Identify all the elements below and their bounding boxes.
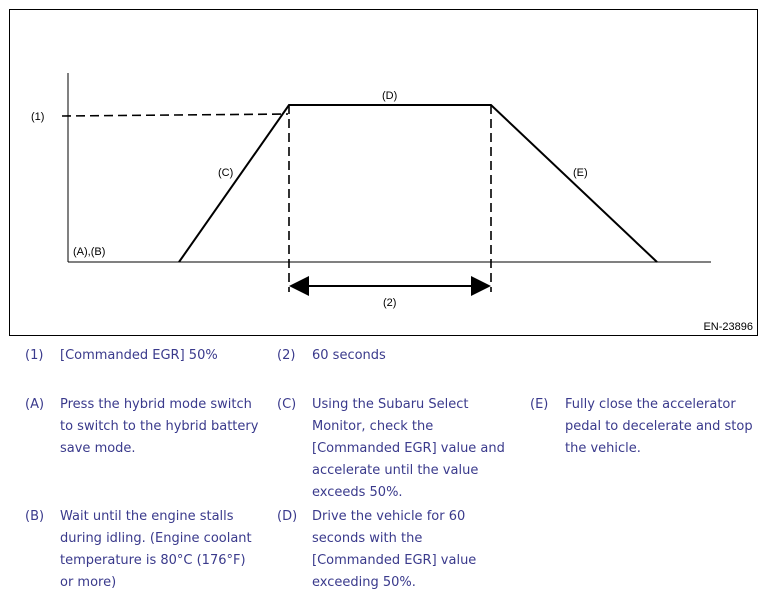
label-e: (E) [573, 167, 588, 179]
legend-key: (1) [25, 348, 44, 363]
figure-code: EN-23896 [703, 321, 753, 333]
legend-text: 60 seconds [312, 348, 386, 363]
legend-text: Fully close the accelerator pedal to decelerate and stop the vehicle. [565, 397, 753, 456]
legend-key: (A) [25, 397, 45, 412]
legend-key: (2) [277, 348, 296, 363]
label-c: (C) [218, 167, 234, 179]
legend-text: Wait until the engine stalls during idling. (Engine coolant temperature is 80°C (176°F) or more) [60, 509, 252, 590]
legend-key: (C) [277, 397, 297, 412]
egr-profile-line [179, 105, 657, 262]
label-level-1: (1) [31, 111, 45, 123]
label-ab: (A),(B) [73, 246, 106, 258]
legend-text: Drive the vehicle for 60 seconds with the [Commanded EGR] value exceeding 50%. [312, 509, 477, 590]
label-duration-2: (2) [383, 297, 397, 309]
legend-key: (D) [277, 509, 298, 524]
legend-key: (E) [530, 397, 549, 412]
legend-key: (B) [25, 509, 45, 524]
diagram-frame [9, 9, 758, 336]
egr-timing-diagram [10, 10, 757, 335]
level-1-dashed-line [62, 114, 288, 116]
legend-text: [Commanded EGR] 50% [60, 348, 218, 363]
legend-text: Using the Subaru Select Monitor, check the [Commanded EGR] value and accelerate until the value exceeds 50%. [312, 397, 505, 500]
legend-text: Press the hybrid mode switch to switch to the hybrid battery save mode. [60, 397, 259, 456]
label-d: (D) [382, 90, 398, 102]
